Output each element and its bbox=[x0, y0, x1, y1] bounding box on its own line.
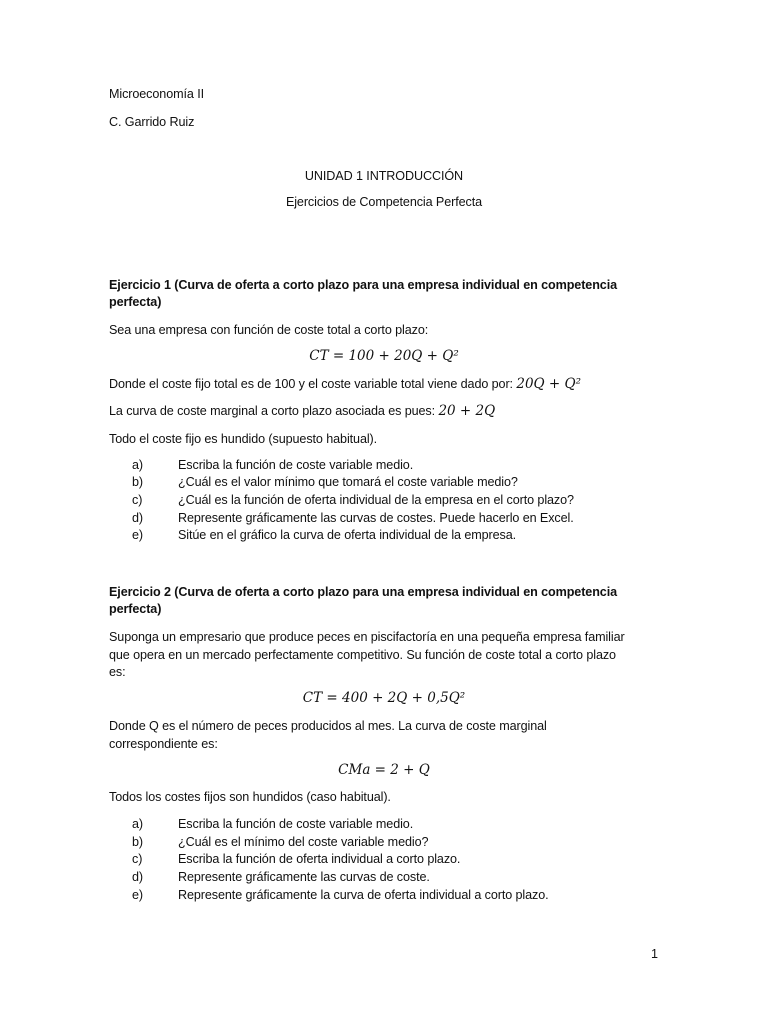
item-label: c) bbox=[132, 852, 143, 866]
item-text: Represente gráficamente las curvas de costes. Puede hacerlo en Excel. bbox=[178, 511, 574, 525]
item-text: Represente gráficamente la curva de oferta individual a corto plazo. bbox=[178, 888, 549, 902]
exercise2-where-line1: Donde Q es el número de peces producidos al mes. La curva de coste marginal bbox=[109, 719, 547, 733]
exercise1-intro: Sea una empresa con función de coste total a corto plazo: bbox=[109, 323, 429, 337]
exercise2-intro-line1: Suponga un empresario que produce peces en piscifactoría en una pequeña empresa familiar bbox=[109, 630, 625, 644]
exercise2-sunk-cost-note: Todos los costes fijos son hundidos (caso habitual). bbox=[109, 790, 391, 804]
exercise1-heading-line1: Ejercicio 1 (Curva de oferta a corto plazo para una empresa individual en competencia bbox=[109, 278, 618, 292]
item-text: Represente gráficamente las curvas de coste. bbox=[178, 870, 430, 884]
item-text: ¿Cuál es el valor mínimo que tomará el coste variable medio? bbox=[178, 475, 518, 489]
exercise1-fixed-cost-text bbox=[109, 376, 581, 393]
page-number: 1 bbox=[651, 947, 658, 961]
item-label: b) bbox=[132, 475, 143, 489]
item-text: ¿Cuál es la función de oferta individual de la empresa en el corto plazo? bbox=[178, 493, 574, 507]
course-name: Microeconomía II bbox=[109, 87, 204, 101]
document-subtitle: Ejercicios de Competencia Perfecta bbox=[285, 195, 483, 209]
item-label: c) bbox=[132, 493, 143, 507]
item-label: d) bbox=[132, 870, 143, 884]
exercise1-fixed-cost-sentence: Donde el coste fijo total es de 100 y el coste variable total viene dado por: bbox=[109, 377, 513, 391]
item-label: d) bbox=[132, 511, 143, 525]
exercise1-marginal-cost-formula: 20 + 2Q bbox=[438, 403, 496, 419]
exercise2-intro-line2: que opera en un mercado perfectamente competitivo. Su función de coste total a corto plazo bbox=[109, 648, 616, 662]
exercise2-cost-equation: CT = 400 + 2Q + 0,5Q² bbox=[302, 690, 466, 706]
exercise1-heading-line2: perfecta) bbox=[109, 295, 162, 309]
exercise1-cost-equation: CT = 100 + 20Q + Q² bbox=[309, 348, 459, 364]
exercise1-sunk-cost-note: Todo el coste fijo es hundido (supuesto habitual). bbox=[109, 432, 378, 446]
exercise1-marginal-cost-sentence: La curva de coste marginal a corto plazo asociada es pues: bbox=[109, 404, 436, 418]
item-text: Sitúe en el gráfico la curva de oferta individual de la empresa. bbox=[178, 528, 517, 542]
item-label: a) bbox=[132, 817, 143, 831]
unit-title: UNIDAD 1 INTRODUCCIÓN bbox=[304, 169, 464, 183]
exercise2-where-line2: correspondiente es: bbox=[109, 737, 218, 751]
exercise2-marginal-cost-equation: CMa = 2 + Q bbox=[338, 762, 430, 778]
item-text: ¿Cuál es el mínimo del coste variable medio? bbox=[178, 835, 429, 849]
exercise1-marginal-cost-text bbox=[109, 403, 495, 420]
item-label: b) bbox=[132, 835, 143, 849]
item-text: Escriba la función de coste variable medio. bbox=[178, 458, 414, 472]
author-name: C. Garrido Ruiz bbox=[109, 115, 195, 129]
item-label: e) bbox=[132, 888, 143, 902]
exercise1-variable-cost-formula: 20Q + Q² bbox=[516, 376, 581, 392]
item-text: Escriba la función de oferta individual a corto plazo. bbox=[178, 852, 461, 866]
exercise2-heading-line1: Ejercicio 2 (Curva de oferta a corto plazo para una empresa individual en competencia bbox=[109, 585, 618, 599]
item-label: e) bbox=[132, 528, 143, 542]
exercise2-heading-line2: perfecta) bbox=[109, 602, 162, 616]
exercise2-intro-line3: es: bbox=[109, 665, 126, 679]
item-text: Escriba la función de coste variable medio. bbox=[178, 817, 414, 831]
item-label: a) bbox=[132, 458, 143, 472]
